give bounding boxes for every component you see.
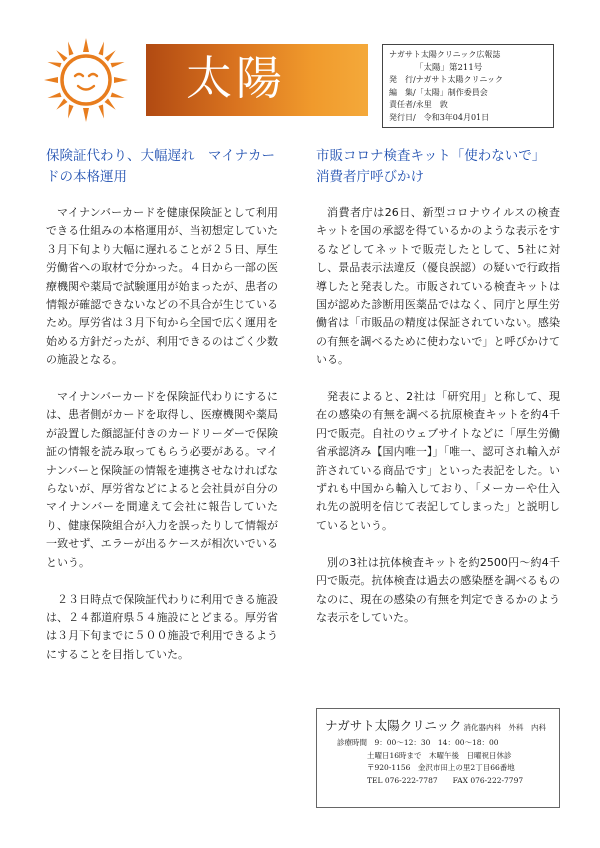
- clinic-hours: 9：00～12：30 14：00～18：00: [374, 738, 499, 747]
- editor: 編 集/「太陽」制作委員会: [389, 87, 488, 97]
- paragraph: 発表によると、2社は「研究用」と称して、現在の感染の有無を調べる抗原検査キットを約4千円で販売。自社のウェブサイトなどに「厚生労働省承認済み【国内唯一】」「唯一、認可され輸入が許されている商品です」といった表記をした。いずれも中国から輸入しており、「メーカーや仕入れ先の説明を信じて表記してしまった」と説明しているという。: [316, 390, 560, 532]
- clinic-fax: FAX 076-222-7797: [452, 775, 524, 785]
- clinic-tel: TEL 076-222-7787: [367, 775, 438, 785]
- clinic-address: 〒920-1156 金沢市田上の里2丁目66番地: [367, 763, 515, 772]
- paragraph: ２３日時点で保険証代わりに利用できる施設は、２４都道府県５４施設にとどまる。厚労省は３月下旬までに５００施設で利用できるようにすることを目指していた。: [46, 592, 278, 661]
- left-article-body: [46, 204, 278, 683]
- right-article-headline: 市販コロナ検査キット「使わないで」 消費者庁呼びかけ: [316, 148, 552, 185]
- paragraph: マイナンバーカードを健康保険証として利用できる仕組みの本格運用が、当初想定していた３月下旬より大幅に遅れることが２５日、厚生労働省への取材で分かった。４日から一部の医療機関や薬局で試験運用が始まったが、患者の情報が確認できないなどの不具合が生じているため。厚労省は３月下旬から全国で広く運用を始める方針だったが、利用できるのはごく少数の施設となる。: [46, 206, 278, 367]
- left-article-headline: 保険証代わり、大幅遅れ マイナカードの本格運用: [46, 148, 275, 185]
- paragraph: マイナンバーカードを保険証代わりにするには、患者側がカードを取得し、医療機関や薬局が設置した顔認証付きのカードリーダーで保険証の情報を読み取ってもらう必要がある。マイナンバーと保険証の情報を連携させなければならないが、厚労省などによると会社員が自分のマイナンバーを間違えて会社に報告していたり、健康保険組合が入力を誤ったりして情報が一致せず、エラーが出るケースが相次いでいるという。: [46, 390, 278, 569]
- responsible-person: 責任者/永里 敦: [389, 100, 448, 109]
- clinic-info-box: [316, 708, 560, 808]
- closed-days: 土曜日16時まで 木曜午後 日曜祝日休診: [367, 750, 512, 760]
- publisher: 発 行/ナガサト太陽クリニック: [389, 75, 504, 84]
- paragraph: 別の3社は抗体検査キットを約2500円～約4千円で販売。抗体検査は過去の感染歴を調べるものなのに、現在の感染の有無を判定できるかのような表示をしていた。: [316, 555, 560, 624]
- clinic-departments: 消化器内科 外科 内科: [463, 723, 547, 732]
- paragraph: 消費者庁は26日、新型コロナウイルスの検査キットを国の承認を得ているかのような表示をするなどしてネットで販売したとして、5社に対し、景品表示法違反（優良誤認）の疑いで行政指導したと発表した。市販されている検査キットは国が認めた診断用医薬品ではなく、同庁と厚生労働省は「市販品の精度は保証されていない。感染の有無を調べるために使わないで」と呼びかけている。: [316, 206, 560, 367]
- publication-date: 発行日/ 令和3年04月01日: [389, 112, 490, 122]
- newsletter-title: 太陽: [186, 51, 286, 105]
- publication-name: ナガサト太陽クリニック広報誌: [389, 50, 501, 59]
- hours-label: 診療時間: [337, 738, 367, 747]
- right-article-body: [316, 204, 560, 646]
- publication-info-box: [382, 44, 554, 128]
- masthead-banner: [146, 44, 368, 116]
- issue-number: 「太陽」第211号: [415, 62, 483, 73]
- sun-face-icon: [44, 38, 128, 122]
- clinic-name: ナガサト太陽クリニック: [325, 718, 462, 733]
